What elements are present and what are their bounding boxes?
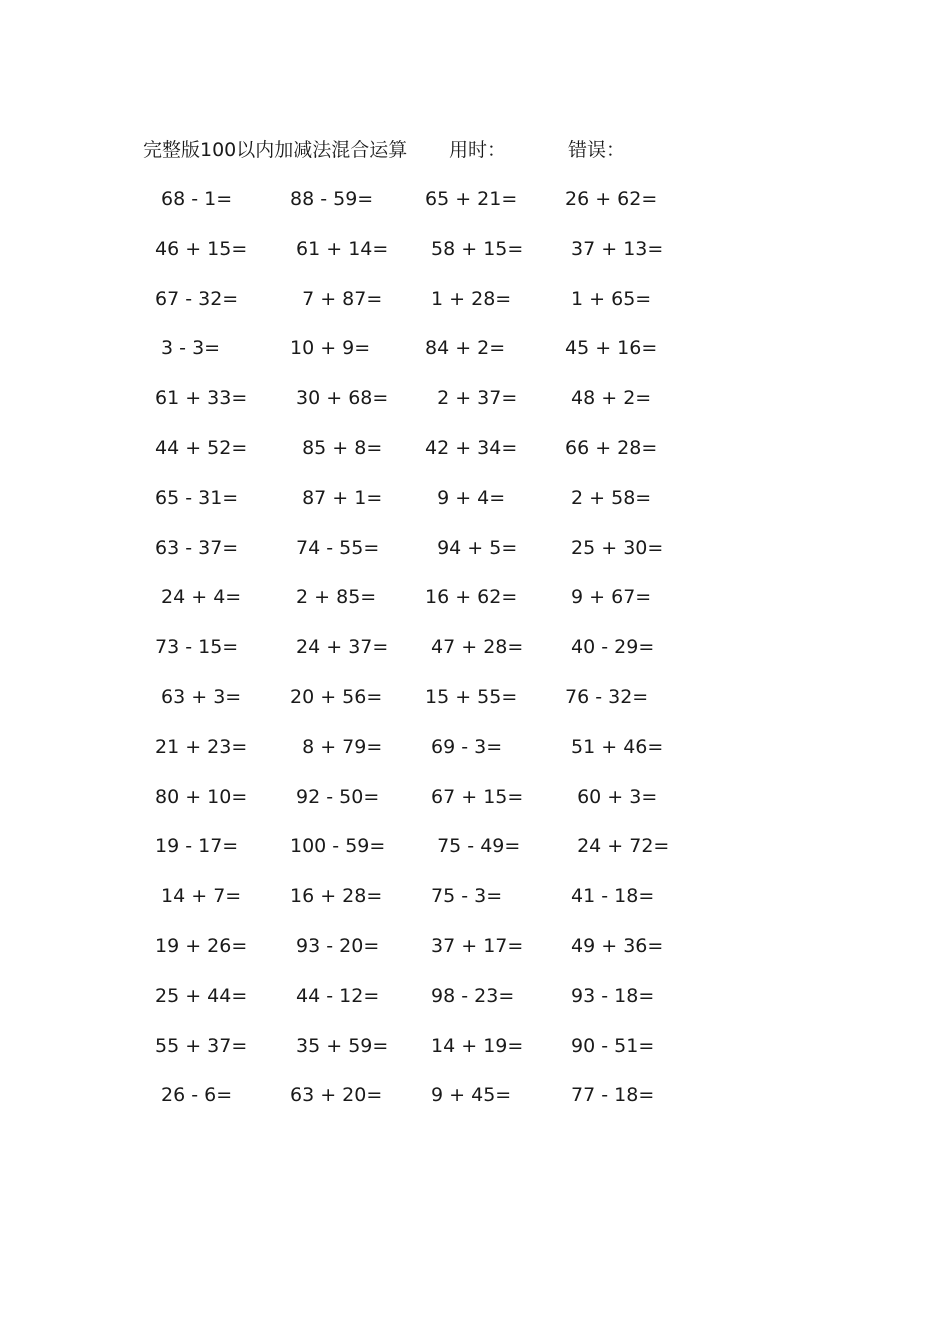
problem-row <box>0 1081 950 1131</box>
problem-cell: 65 + 21= <box>425 188 518 210</box>
problem-cell: 47 + 28= <box>425 636 524 659</box>
problem-cell: 63 - 37= <box>155 536 239 559</box>
problem-row <box>0 832 950 882</box>
problem-cell: 93 - 20= <box>290 934 380 957</box>
problem-cell: 61 + 33= <box>155 387 248 410</box>
problem-cell: 19 + 26= <box>155 934 248 957</box>
problem-cell: 51 + 46= <box>565 735 664 758</box>
problem-cell: 1 + 65= <box>565 287 652 310</box>
problem-cell: 21 + 23= <box>155 735 248 758</box>
problem-cell: 100 - 59= <box>290 835 386 858</box>
problem-cell: 2 + 58= <box>565 486 652 509</box>
worksheet-title: 完整版100以内加减法混合运算 <box>143 139 408 161</box>
problem-row <box>0 534 950 584</box>
problem-cell: 87 + 1= <box>290 486 383 509</box>
problem-row <box>0 434 950 484</box>
problem-row <box>0 683 950 733</box>
problem-cell: 20 + 56= <box>290 685 383 708</box>
problem-row <box>0 733 950 783</box>
problem-cell: 9 + 4= <box>425 486 506 509</box>
problem-cell: 67 - 32= <box>155 287 239 310</box>
problem-cell: 9 + 45= <box>425 1084 512 1107</box>
problem-cell: 41 - 18= <box>565 885 655 908</box>
problem-cell: 75 - 49= <box>425 835 521 858</box>
problem-cell: 37 + 13= <box>565 237 664 260</box>
problem-cell: 42 + 34= <box>425 436 518 459</box>
problem-cell: 63 + 3= <box>155 685 242 708</box>
problem-cell: 45 + 16= <box>565 337 658 360</box>
problem-cell: 19 - 17= <box>155 835 239 858</box>
problem-cell: 90 - 51= <box>565 1034 655 1057</box>
problem-cell: 98 - 23= <box>425 984 515 1007</box>
problem-cell: 24 + 37= <box>290 636 389 659</box>
problem-grid <box>0 185 950 1131</box>
problem-row <box>0 783 950 833</box>
problem-cell: 37 + 17= <box>425 934 524 957</box>
problem-cell: 85 + 8= <box>290 436 383 459</box>
problem-cell: 55 + 37= <box>155 1034 248 1057</box>
problem-row <box>0 484 950 534</box>
problem-cell: 58 + 15= <box>425 237 524 260</box>
problem-cell: 60 + 3= <box>565 785 658 808</box>
problem-cell: 73 - 15= <box>155 636 239 659</box>
problem-row <box>0 384 950 434</box>
problem-cell: 24 + 72= <box>565 835 670 858</box>
problem-cell: 68 - 1= <box>155 188 233 210</box>
problem-cell: 80 + 10= <box>155 785 248 808</box>
problem-row <box>0 932 950 982</box>
problem-cell: 16 + 28= <box>290 885 383 908</box>
problem-cell: 67 + 15= <box>425 785 524 808</box>
problem-cell: 44 + 52= <box>155 436 248 459</box>
problem-cell: 1 + 28= <box>425 287 512 310</box>
problem-cell: 14 + 7= <box>155 885 242 908</box>
problem-cell: 77 - 18= <box>565 1084 655 1107</box>
problem-row <box>0 1032 950 1082</box>
problem-cell: 76 - 32= <box>565 685 649 708</box>
problem-cell: 15 + 55= <box>425 685 518 708</box>
problem-row <box>0 334 950 384</box>
problem-cell: 84 + 2= <box>425 337 506 360</box>
problem-cell: 26 + 62= <box>565 188 658 210</box>
problem-cell: 48 + 2= <box>565 387 652 410</box>
worksheet-header <box>0 136 950 164</box>
problem-cell: 66 + 28= <box>565 436 658 459</box>
problem-cell: 63 + 20= <box>290 1084 383 1107</box>
problem-row <box>0 982 950 1032</box>
problem-cell: 61 + 14= <box>290 237 389 260</box>
problem-cell: 9 + 67= <box>565 586 652 609</box>
problem-cell: 35 + 59= <box>290 1034 389 1057</box>
problem-cell: 46 + 15= <box>155 237 248 260</box>
problem-row <box>0 583 950 633</box>
problem-cell: 40 - 29= <box>565 636 655 659</box>
problem-cell: 44 - 12= <box>290 984 380 1007</box>
problem-row <box>0 882 950 932</box>
problem-cell: 7 + 87= <box>290 287 383 310</box>
time-used-label: 用时： <box>449 139 507 161</box>
problem-cell: 65 - 31= <box>155 486 239 509</box>
problem-cell: 69 - 3= <box>425 735 503 758</box>
problem-cell: 92 - 50= <box>290 785 380 808</box>
error-count-label: 错误： <box>568 139 626 161</box>
problem-cell: 88 - 59= <box>290 188 374 210</box>
problem-cell: 49 + 36= <box>565 934 664 957</box>
problem-cell: 3 - 3= <box>155 337 221 360</box>
problem-cell: 93 - 18= <box>565 984 655 1007</box>
problem-cell: 25 + 30= <box>565 536 664 559</box>
problem-cell: 2 + 37= <box>425 387 518 410</box>
problem-row <box>0 235 950 285</box>
problem-row <box>0 285 950 335</box>
problem-cell: 14 + 19= <box>425 1034 524 1057</box>
problem-row <box>0 633 950 683</box>
problem-cell: 74 - 55= <box>290 536 380 559</box>
problem-cell: 2 + 85= <box>290 586 377 609</box>
problem-row <box>0 185 950 235</box>
problem-cell: 26 - 6= <box>155 1084 233 1107</box>
problem-cell: 30 + 68= <box>290 387 389 410</box>
problem-cell: 94 + 5= <box>425 536 518 559</box>
problem-cell: 25 + 44= <box>155 984 248 1007</box>
problem-cell: 8 + 79= <box>290 735 383 758</box>
problem-cell: 75 - 3= <box>425 885 503 908</box>
problem-cell: 16 + 62= <box>425 586 518 609</box>
problem-cell: 24 + 4= <box>155 586 242 609</box>
problem-cell: 10 + 9= <box>290 337 371 360</box>
